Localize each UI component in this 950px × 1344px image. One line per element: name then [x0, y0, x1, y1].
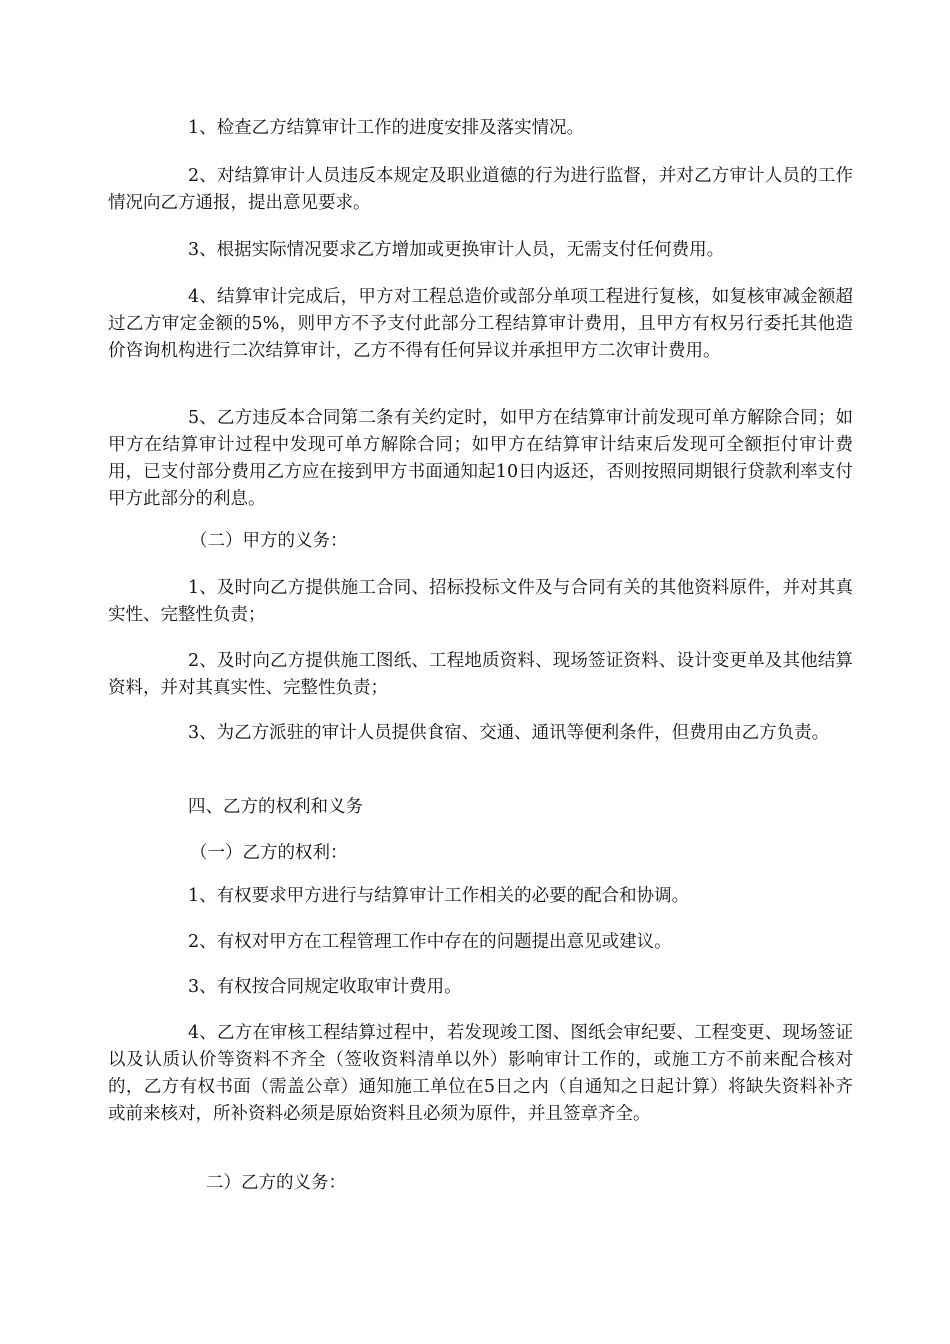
paragraph-7: 2、及时向乙方提供施工图纸、工程地质资料、现场签证资料、设计变更单及其他结算资料，并对其真实性、完整性负责； [108, 651, 853, 698]
paragraph-6: 1、及时向乙方提供施工合同、招标投标文件及与合同有关的其他资料原件，并对其真实性、完整性负责； [108, 578, 853, 625]
section-heading-party-a-obligations: （二）甲方的义务： [190, 531, 348, 551]
paragraph-3: 3、根据实际情况要求乙方增加或更换审计人员，无需支付任何费用。 [188, 240, 725, 260]
paragraph-5: 5、乙方违反本合同第二条有关约定时，如甲方在结算审计前发现可单方解除合同；如甲方在结算审计过程中发现可单方解除合同；如甲方在结算审计结束后发现可全额拒付审计费用，已支付部分费用乙方应在接到甲方书面通知起10日内返还，否则按照同期银行贷款利率支付甲方此部分的利息。 [108, 408, 853, 509]
paragraph-8: 3、为乙方派驻的审计人员提供食宿、交通、通讯等便利条件，但费用由乙方负责。 [188, 723, 830, 743]
paragraph-10: 2、有权对甲方在工程管理工作中存在的问题提出意见或建议。 [188, 932, 672, 952]
paragraph-4: 4、结算审计完成后，甲方对工程总造价或部分单项工程进行复核，如复核审减金额超过乙方审定金额的5%，则甲方不予支付此部分工程结算审计费用，且甲方有权另行委托其他造价咨询机构进行二次结算审计，乙方不得有任何异议并承担甲方二次审计费用。 [108, 287, 853, 361]
section-heading-party-b: 四、乙方的权利和义务 [188, 797, 363, 817]
paragraph-9: 1、有权要求甲方进行与结算审计工作相关的必要的配合和协调。 [188, 886, 690, 906]
paragraph-11: 3、有权按合同规定收取审计费用。 [188, 977, 462, 997]
section-heading-party-b-obligations: 二）乙方的义务： [206, 1173, 346, 1193]
paragraph-1: 1、检查乙方结算审计工作的进度安排及落实情况。 [188, 118, 585, 138]
section-heading-party-b-rights: （一）乙方的权利： [190, 843, 348, 863]
paragraph-2: 2、对结算审计人员违反本规定及职业道德的行为进行监督，并对乙方审计人员的工作情况向乙方通报，提出意见要求。 [108, 166, 853, 213]
paragraph-12: 4、乙方在审核工程结算过程中，若发现竣工图、图纸会审纪要、工程变更、现场签证以及认质认价等资料不齐全（签收资料清单以外）影响审计工作的，或施工方不前来配合核对的，乙方有权书面（需盖公章）通知施工单位在5日之内（自通知之日起计算）将缺失资料补齐或前来核对，所补资料必须是原始资料且必须为原件，并且签章齐全。 [108, 1023, 853, 1124]
